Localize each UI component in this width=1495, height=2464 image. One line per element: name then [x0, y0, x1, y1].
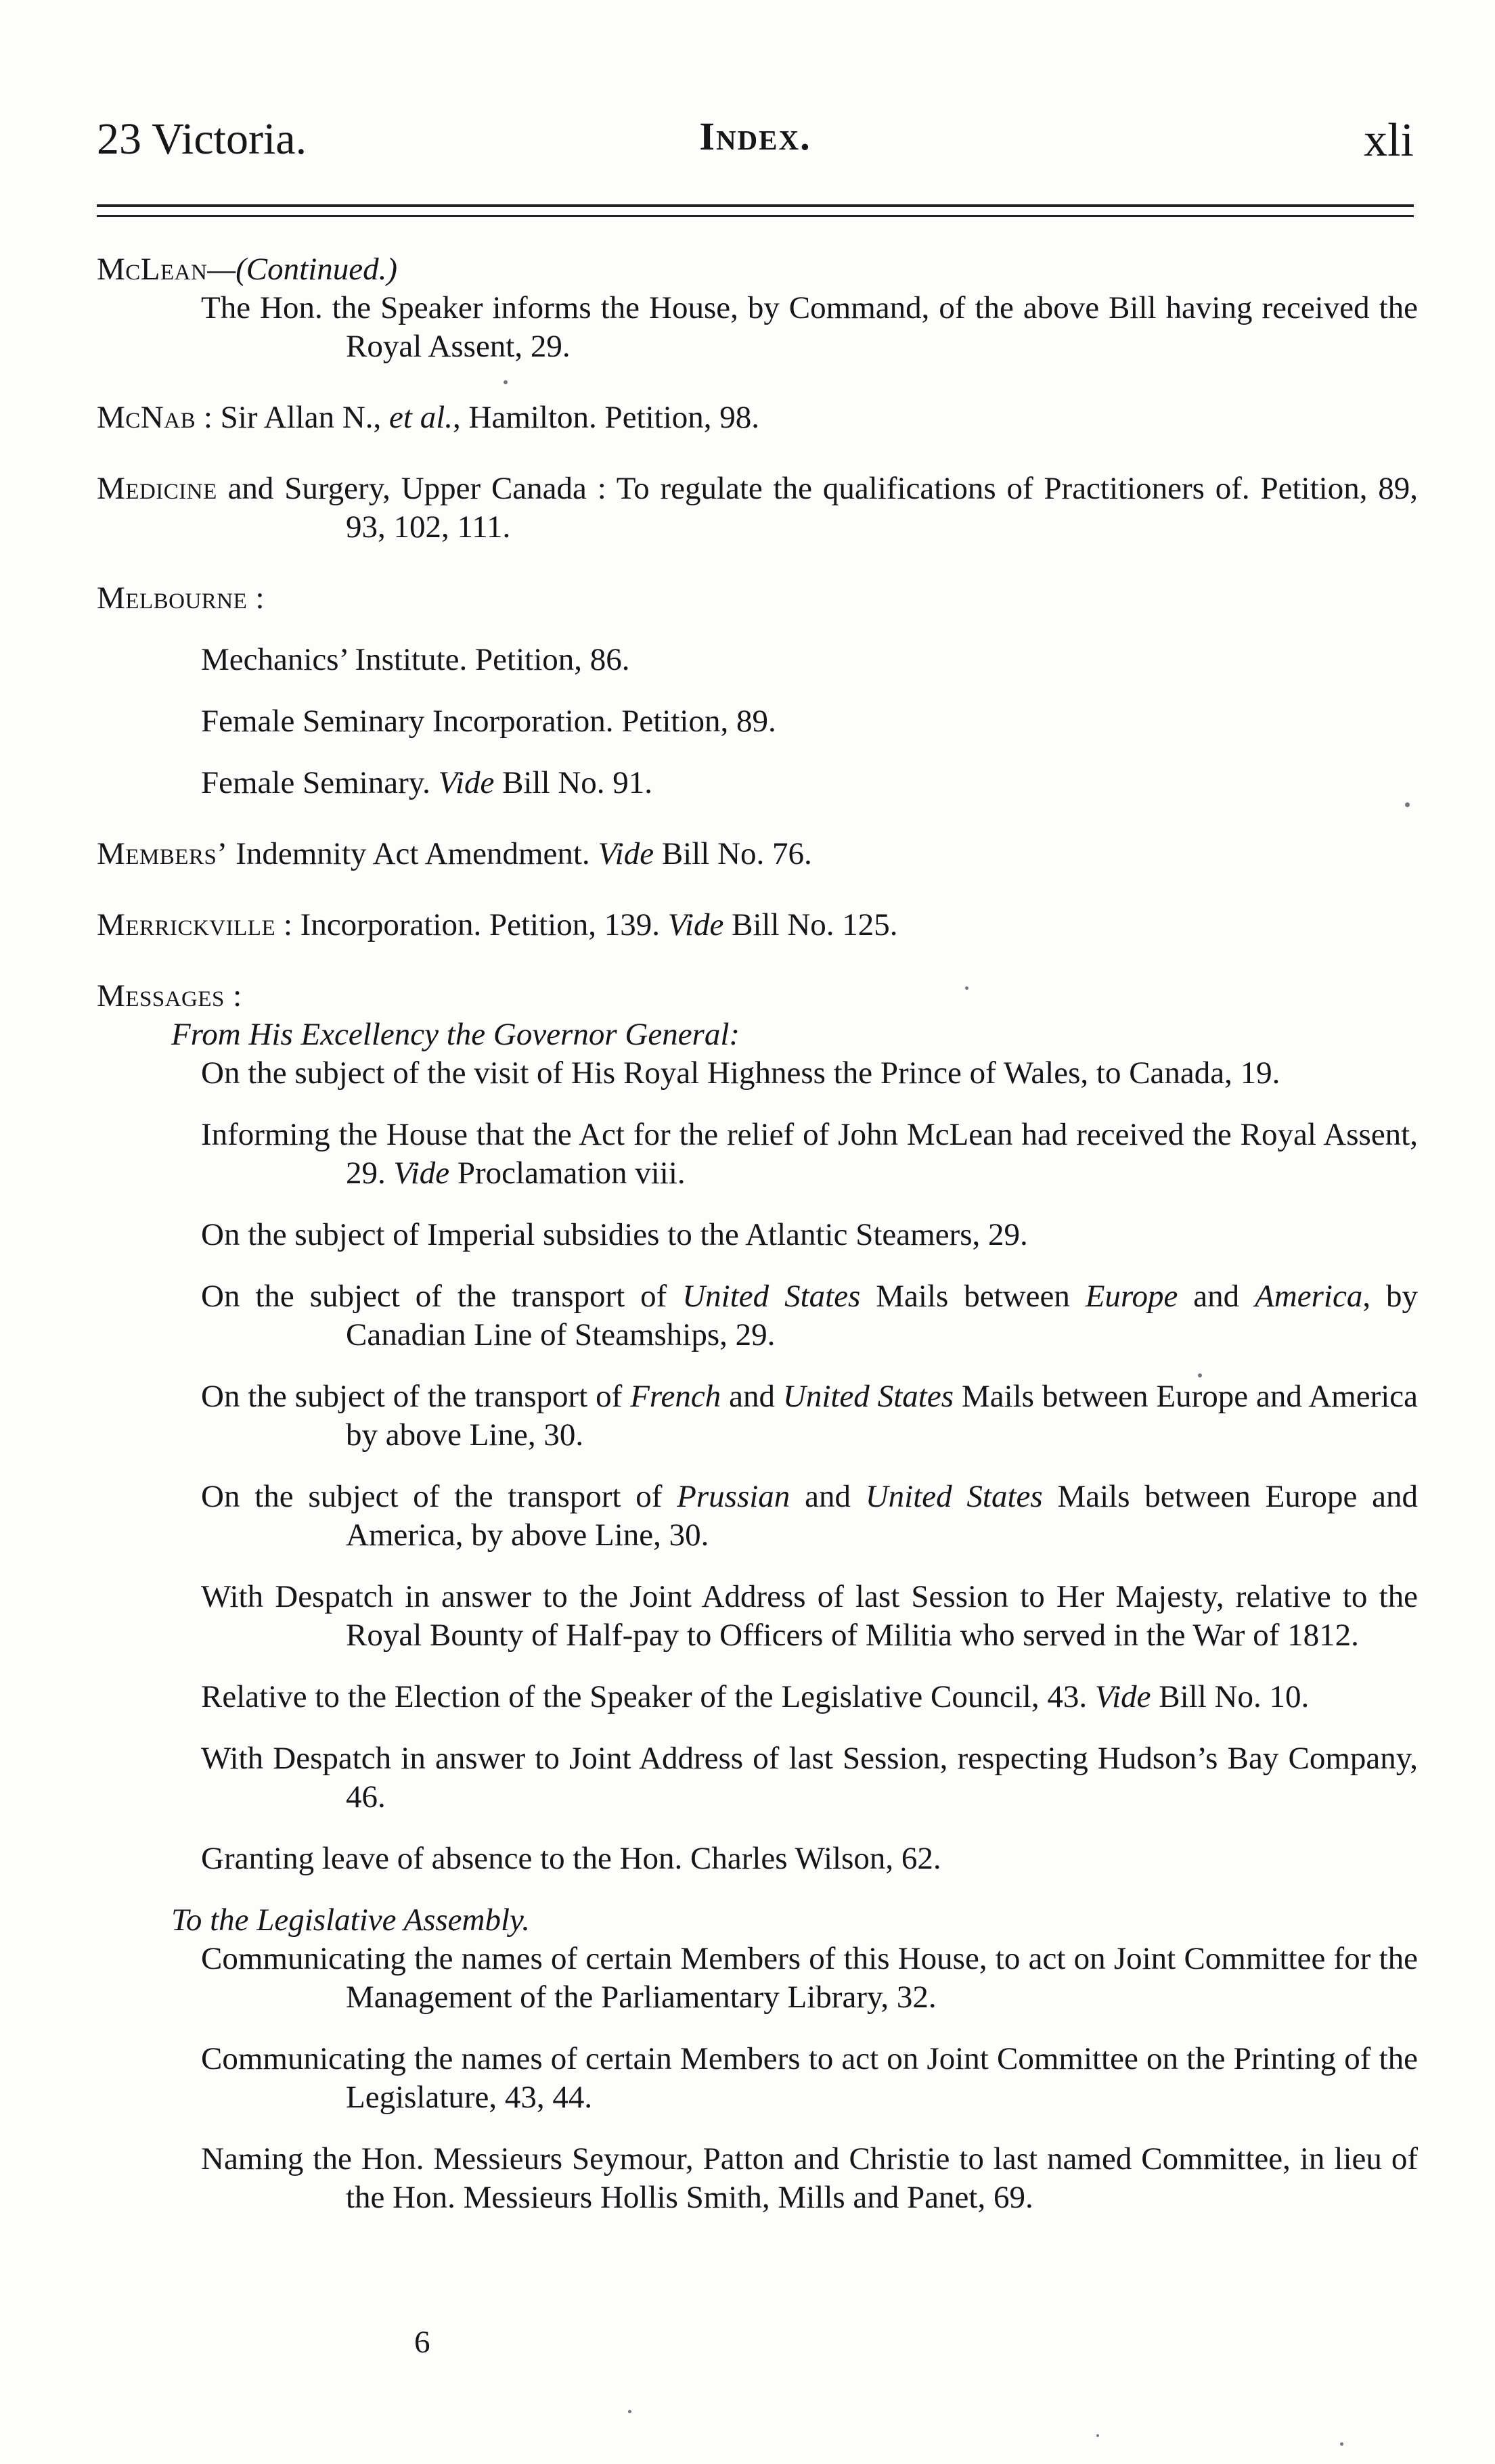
entry-text: Mails between Europe and America by above Line, 30.: [346, 1379, 1419, 1453]
entry-text: Female Seminary.: [201, 765, 439, 800]
entry-mclean-assent: [97, 289, 1418, 366]
header-page-number: xli: [1364, 114, 1414, 166]
entry-message-7: [97, 1578, 1418, 1655]
entry-message-10: [97, 1840, 1418, 1878]
subheading-from-governor: [97, 1016, 1418, 1054]
header-rule-bottom: [97, 215, 1414, 217]
entry-text-italic: America: [1255, 1279, 1363, 1314]
entry-text: On the subject of Imperial subsidies to the Atlantic Steamers, 29.: [201, 1217, 1028, 1252]
entry-text: On the subject of the transport of: [201, 1379, 631, 1414]
heading-medicine: Medicine: [97, 471, 217, 506]
entry-text-italic: Vide: [667, 907, 724, 942]
entry-text-italic: French: [630, 1379, 721, 1414]
entry-message-2: [97, 1116, 1418, 1193]
entry-messages-heading: [97, 977, 1418, 1016]
entry-text: Indemnity Act Amendment.: [227, 836, 598, 871]
entry-text-italic: Vide: [393, 1156, 450, 1191]
entry-assembly-1: [97, 1940, 1418, 2017]
entry-text: Female Seminary Incorporation. Petition, 89.: [201, 704, 776, 739]
subheading-text: From His Excellency the Governor General:: [171, 1017, 740, 1052]
print-speck: [1405, 802, 1410, 807]
entry-mclean-heading: [97, 250, 1418, 289]
entry-message-4: [97, 1277, 1418, 1354]
entry-text-italic: Prussian: [677, 1479, 790, 1514]
entry-text: and Surgery, Upper Canada : To regulate the qualifications of Practitioners of. Petition, 89, 93, 102, 111.: [217, 471, 1418, 545]
entry-text: : Incorporation. Petition, 139.: [275, 907, 668, 942]
entry-text: On the subject of the visit of His Royal Highness the Prince of Wales, to Canada, 19.: [201, 1055, 1280, 1091]
entry-medicine: [97, 470, 1418, 547]
entry-text: With Despatch in answer to the Joint Address of last Session to Her Majesty, relative to the Royal Bounty of Half-pay to Officers of Militia who served in the War of 1812.: [201, 1579, 1418, 1653]
entry-text: Mails between Europe and America, by above Line, 30.: [346, 1479, 1418, 1553]
entry-message-1: [97, 1054, 1418, 1093]
entry-text: Bill No. 10.: [1151, 1679, 1310, 1714]
entry-text-italic: United States: [782, 1379, 954, 1414]
entry-message-3: [97, 1216, 1418, 1254]
entry-members: [97, 835, 1418, 873]
entry-text: Communicating the names of certain Members of this House, to act on Joint Committee for the Management of the Parliamentary Library, 32.: [201, 1941, 1418, 2015]
entry-message-5: [97, 1377, 1418, 1455]
print-speck: [1096, 2434, 1099, 2437]
entry-text-italic: Europe: [1085, 1279, 1178, 1314]
entry-text: Informing the House that the Act for the relief of John McLean had received the Royal Assent, 29.: [201, 1117, 1418, 1191]
heading-messages: Messages :: [97, 978, 242, 1013]
entry-text-italic: Vide: [1094, 1679, 1151, 1714]
entry-text: Communicating the names of certain Members to act on Joint Committee on the Printing of the Legislature, 43, 44.: [201, 2041, 1418, 2115]
subheading-text: To the Legislative Assembly.: [171, 1902, 531, 1938]
entry-melbourne-heading: [97, 579, 1418, 618]
print-speck: [1198, 1373, 1202, 1377]
entry-text: On the subject of the transport of: [201, 1479, 677, 1514]
entry-text-italic: United States: [865, 1479, 1043, 1514]
heading-mcnab: McNab: [97, 400, 196, 435]
entry-message-8: [97, 1678, 1418, 1716]
entry-text: , Hamilton. Petition, 98.: [453, 400, 760, 435]
entry-merrickville: [97, 906, 1418, 944]
heading-merrickville: Merrickville: [97, 907, 276, 942]
print-speck: [1340, 2442, 1343, 2446]
entry-text: Bill No. 91.: [494, 765, 653, 800]
entry-text: On the subject of the transport of: [201, 1279, 683, 1314]
entry-text: The Hon. the Speaker informs the House, by Command, of the above Bill having received the Royal Assent, 29.: [201, 290, 1418, 364]
entry-text-italic: Vide: [438, 765, 495, 800]
entry-text-italic: United States: [682, 1279, 861, 1314]
entry-message-9: [97, 1739, 1418, 1817]
entry-text: , by Canadian Line of Steamships, 29.: [346, 1279, 1418, 1352]
subheading-to-assembly: [97, 1901, 1418, 1940]
entry-melbourne-1: [97, 641, 1418, 679]
print-speck: [504, 380, 508, 384]
entry-text: Bill No. 76.: [654, 836, 812, 871]
index-body: [97, 250, 1418, 2217]
entry-text: Naming the Hon. Messieurs Seymour, Patton and Christie to last named Committee, in lieu of the Hon. Messieurs Hollis Smith, Mills and Panet, 69.: [201, 2141, 1418, 2215]
entry-text: and: [790, 1479, 866, 1514]
entry-text: Granting leave of absence to the Hon. Charles Wilson, 62.: [201, 1841, 941, 1876]
entry-melbourne-3: [97, 764, 1418, 802]
running-header: [97, 114, 1414, 175]
heading-mclean: McLean: [97, 252, 208, 287]
entry-text: Bill No. 125.: [723, 907, 898, 942]
entry-text-italic: Vide: [598, 836, 654, 871]
print-speck: [965, 986, 968, 990]
entry-text: Relative to the Election of the Speaker of the Legislative Council, 43.: [201, 1679, 1095, 1714]
entry-text: : Sir Allan N.,: [196, 400, 390, 435]
entry-text: Mails between: [860, 1279, 1086, 1314]
entry-assembly-3: [97, 2140, 1418, 2217]
entry-text: With Despatch in answer to Joint Address of last Session, respecting Hudson’s Bay Company, 46.: [201, 1741, 1418, 1815]
continued-label: —(Continued.): [207, 252, 398, 287]
entry-text: and: [1178, 1279, 1255, 1314]
heading-members: Members’: [97, 836, 228, 871]
entry-melbourne-2: [97, 702, 1418, 741]
entry-mcnab: [97, 398, 1418, 437]
heading-melbourne: Melbourne :: [97, 580, 265, 616]
entry-message-6: [97, 1478, 1418, 1555]
entry-text: and: [721, 1379, 783, 1414]
entry-text: Mechanics’ Institute. Petition, 86.: [201, 642, 630, 677]
print-speck: [628, 2410, 631, 2413]
entry-assembly-2: [97, 2040, 1418, 2117]
header-rule-top: [97, 204, 1414, 207]
entry-text-italic: et al.: [389, 400, 453, 435]
signature-mark: 6: [414, 2325, 430, 2360]
header-volume: 23 Victoria.: [97, 114, 307, 164]
entry-text: Proclamation viii.: [449, 1156, 686, 1191]
header-title: Index.: [699, 114, 811, 158]
